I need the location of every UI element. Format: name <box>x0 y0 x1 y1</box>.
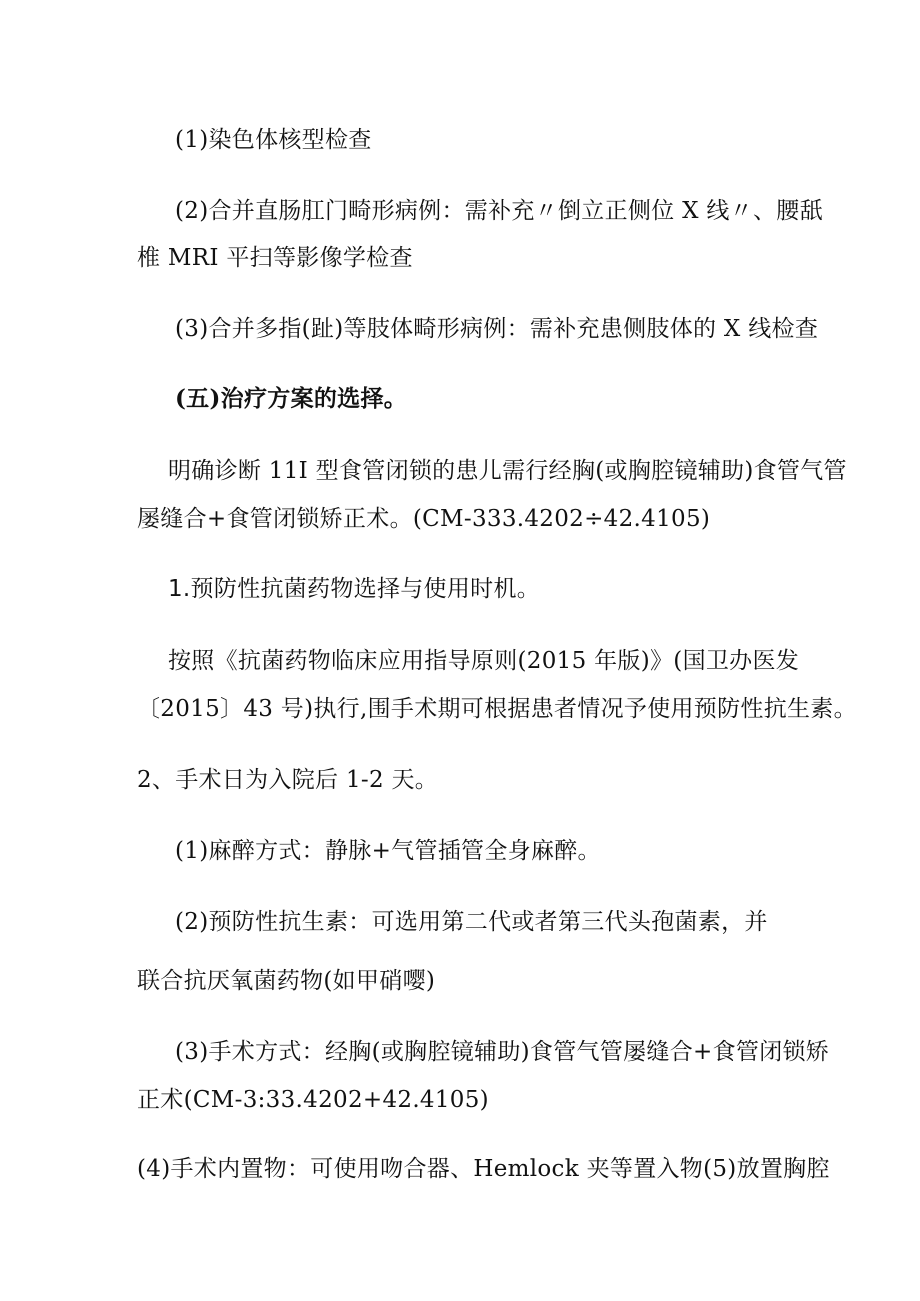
exam-item-karyotype: (1)染色体核型检查 <box>175 127 372 153</box>
exam-item-limb: (3)合并多指(趾)等肢体畸形病例：需补充患侧肢体的 X 线检查 <box>175 316 819 342</box>
subheading-surgery-day: 2、手术日为入院后 1-2 天。 <box>137 767 439 793</box>
surgery-item-antibiotic-cont: 联合抗厌氧菌药物(如甲硝嘤) <box>137 968 436 994</box>
exam-item-anorectal: (2)合并直肠肛门畸形病例：需补充〃倒立正侧位 X 线〃、腰舐 <box>175 198 823 224</box>
paragraph-guideline: 按照《抗菌药物临床应用指导原则(2015 年版)》(国卫办医发 <box>168 648 800 674</box>
subheading-antibiotics: 1.预防性抗菌药物选择与使用时机。 <box>168 576 541 602</box>
paragraph-diagnosis: 明确诊断 11I 型食管闭锁的患儿需行经胸(或胸腔镜辅助)食管气管 <box>168 458 847 484</box>
surgery-item-method: (3)手术方式：经胸(或胸腔镜辅助)食管气管屡缝合+食管闭锁矫 <box>175 1039 830 1065</box>
paragraph-guideline-cont: 〔2015〕43 号)执行,围手术期可根据患者情况予使用预防性抗生素。 <box>137 696 857 722</box>
surgery-item-method-cont: 正术(CM-3:33.4202+42.4105) <box>137 1087 489 1113</box>
surgery-item-implants: (4)手术内置物：可使用吻合器、Hemlock 夹等置入物(5)放置胸腔 <box>137 1156 830 1182</box>
section-heading-treatment: (五)治疗方案的选择。 <box>175 385 408 412</box>
paragraph-diagnosis-cont: 屡缝合+食管闭锁矫正术。(CM-333.4202÷42.4105) <box>137 506 711 532</box>
exam-item-anorectal-cont: 椎 MRI 平扫等影像学检查 <box>137 245 413 271</box>
surgery-item-antibiotic: (2)预防性抗生素：可选用第二代或者第三代头孢菌素，并 <box>175 909 768 935</box>
surgery-item-anesthesia: (1)麻醉方式：静脉+气管插管全身麻醉。 <box>175 838 601 864</box>
